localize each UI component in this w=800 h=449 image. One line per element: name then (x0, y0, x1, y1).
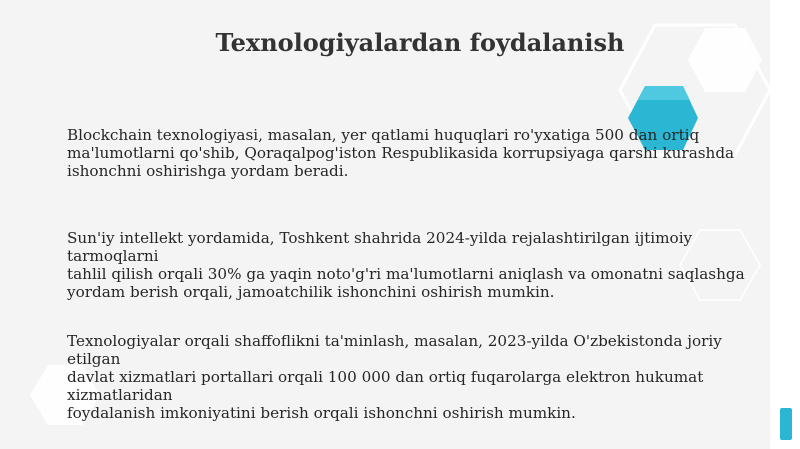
slide-title: Texnologiyalardan foydalanish (215, 28, 625, 57)
paragraph-transparency: Texnologiyalar orqali shaffoflikni ta'minlash, masalan, 2023-yilda O'zbekistonda joriy etilgan davlat xizmatlari portallari orqali 100 000 dan ortiq fuqarolarga elektron hukumat xizmatlaridan foydalanish imkoniyatini berish orqali ishonchni oshirish mumkin. (67, 332, 722, 422)
hexagon-shape-highlight (638, 86, 690, 100)
paragraph-ai: Sun'iy intellekt yordamida, Toshkent shahrida 2024-yilda rejalashtirilgan ijtimoiy tarmoqlarni tahlil qilish orqali 30% ga yaqin noto'g'ri ma'lumotlarni aniqlash va omonatni saqlashga yordam berish orqali, jamoatchilik ishonchini oshirish mumkin. (67, 229, 745, 301)
scrollbar-track[interactable] (770, 0, 800, 449)
scrollbar-thumb[interactable] (780, 408, 792, 440)
paragraph-blockchain: Blockchain texnologiyasi, masalan, yer qatlami huquqlari ro'yxatiga 500 dan ortiq ma'lumotlarni qo'shib, Qoraqalpog'iston Respublikasida korrupsiyaga qarshi kurashda ishonchni oshirishga yordam beradi. (67, 126, 735, 180)
